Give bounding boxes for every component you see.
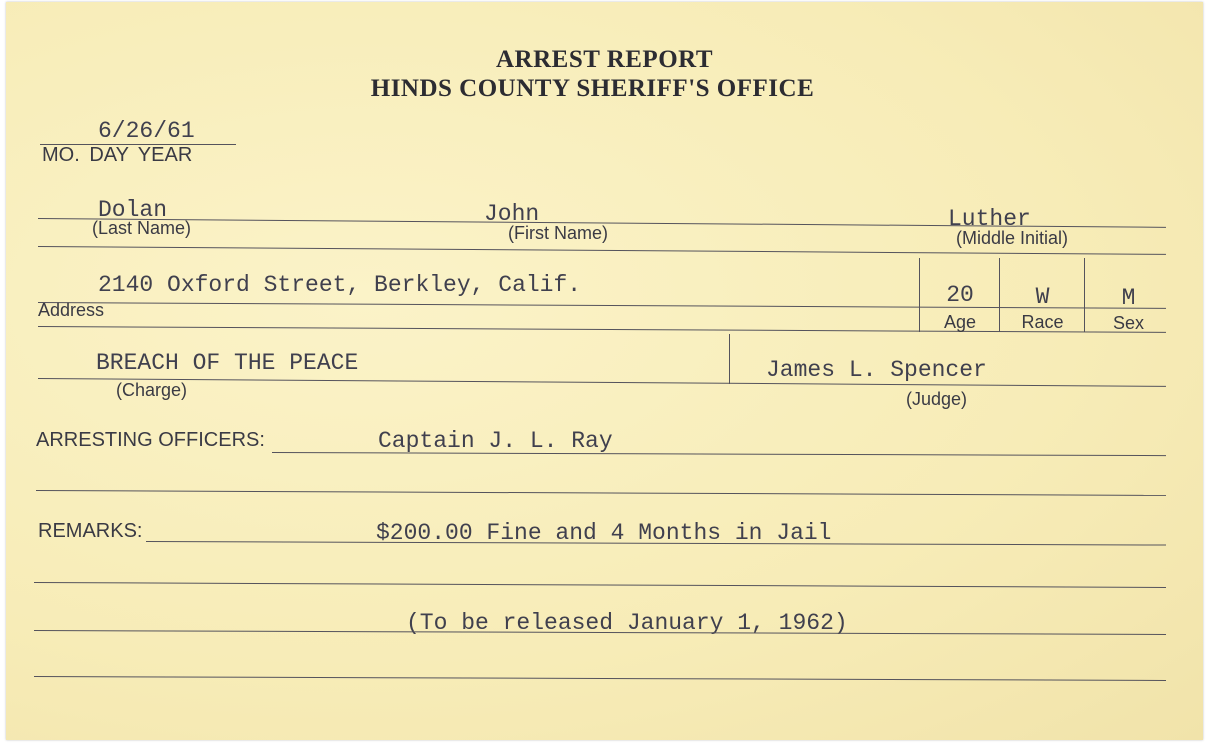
middle-name-label: (Middle Initial) xyxy=(956,228,1069,248)
judge-value: James L. Spencer xyxy=(766,357,987,383)
arresting-officers-line xyxy=(272,452,1166,456)
arresting-officers-label: ARRESTING OFFICERS: xyxy=(36,429,265,451)
sex-divider xyxy=(1084,258,1085,332)
date-value: 6/26/61 xyxy=(98,118,195,144)
address-value: 2140 Oxford Street, Berkley, Calif. xyxy=(98,272,582,298)
charge-judge-underline xyxy=(38,378,1166,387)
sheriff-office-title: HINDS COUNTY SHERIFF'S OFFICE xyxy=(370,75,815,102)
age-divider xyxy=(919,258,920,332)
middle-name-value: Luther xyxy=(948,206,1031,232)
judge-label: (Judge) xyxy=(906,389,968,409)
first-name-value: John xyxy=(484,201,540,227)
charge-value: BREACH OF THE PEACE xyxy=(96,350,359,376)
arresting-officers-value: Captain J. L. Ray xyxy=(378,428,613,454)
arresting-officers-line-2 xyxy=(36,490,1166,496)
age-label: Age xyxy=(943,312,977,332)
remarks-underline-4 xyxy=(34,676,1166,681)
remarks-line-1: $200.00 Fine and 4 Months in Jail xyxy=(376,520,832,546)
age-value: 20 xyxy=(946,282,974,308)
arrest-report-card xyxy=(6,2,1203,740)
sex-value: M xyxy=(1121,285,1136,311)
race-value: W xyxy=(1035,284,1050,310)
first-name-label: (First Name) xyxy=(508,223,608,243)
charge-judge-divider xyxy=(729,334,730,384)
remarks-label: REMARKS: xyxy=(38,520,143,542)
charge-label: (Charge) xyxy=(116,380,188,400)
last-name-value: Dolan xyxy=(98,197,168,223)
sex-label: Sex xyxy=(1112,313,1145,333)
report-title: ARREST REPORT xyxy=(495,46,713,73)
race-divider xyxy=(999,258,1000,332)
race-label: Race xyxy=(1021,312,1064,332)
remarks-line-3: (To be released January 1, 1962) xyxy=(406,610,848,636)
address-label: Address xyxy=(38,300,105,320)
date-label: MO. DAY YEAR xyxy=(42,144,193,166)
last-name-label: (Last Name) xyxy=(92,218,192,238)
remarks-underline-2 xyxy=(34,582,1166,588)
